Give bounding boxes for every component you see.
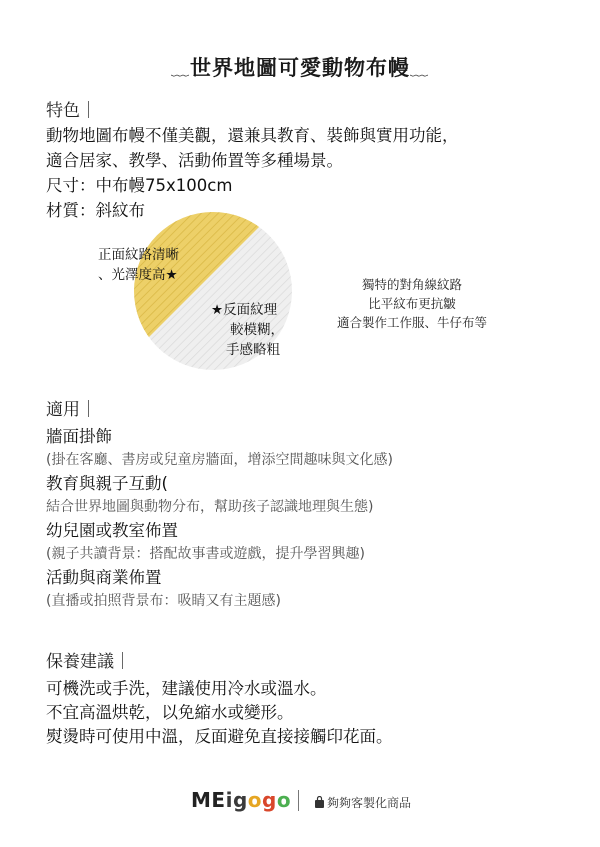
logo-letter-1: M — [191, 788, 212, 812]
care-line-2: 不宜高溫烘乾，以免縮水或變形。 — [46, 703, 294, 722]
usage-item-1-desc: (掛在客廳、書房或兒童房牆面，增添空間趣味與文化感) — [46, 452, 393, 468]
title-left-deco: ﹏ — [171, 59, 190, 80]
logo-letter-2: E — [211, 788, 226, 812]
twill-note-line-1: 獨特的對角線紋路 — [361, 277, 462, 292]
footer-divider — [298, 790, 299, 811]
care-line-3: 熨燙時可使用中溫，反面避免直接接觸印花面。 — [46, 727, 393, 746]
twill-note — [322, 275, 502, 332]
front-caption-line-1: 正面紋路清晰 — [98, 247, 179, 263]
usage-item-1-title: 牆面掛飾 — [46, 427, 112, 446]
usage-heading: 適用｜ — [46, 400, 97, 420]
usage-item-2-title: 教育與親子互動( — [46, 474, 168, 493]
care-heading: 保養建議｜ — [46, 652, 131, 672]
logo-letter-4: g — [232, 788, 248, 812]
back-caption-line-3: 手感略粗 — [226, 342, 280, 358]
footer-brand — [314, 794, 411, 812]
brand-text: 夠夠客製化商品 — [327, 796, 412, 810]
features-line-2: 適合居家、教學、活動佈置等多種場景。 — [46, 151, 343, 170]
logo-letter-5: o — [247, 788, 263, 812]
features-heading: 特色｜ — [46, 101, 97, 121]
logo-letter-3: i — [225, 788, 233, 812]
usage-item-2-desc: 結合世界地圖與動物分布，幫助孩子認識地理與生態) — [46, 499, 374, 515]
logo-letter-6: g — [262, 788, 277, 812]
size-spec: 尺寸：中布幔75x100cm — [46, 176, 233, 195]
usage-item-4-title: 活動與商業佈置 — [46, 568, 162, 587]
features-line-1: 動物地圖布幔不僅美觀，還兼具教育、裝飾與實用功能， — [46, 126, 459, 145]
usage-item-3-title: 幼兒園或教室佈置 — [46, 521, 178, 540]
page-title — [0, 52, 600, 82]
logo-letter-7: o — [276, 788, 292, 812]
back-caption-line-2: 較模糊， — [230, 322, 284, 338]
back-caption-line-1: ★反面紋理 — [211, 302, 278, 318]
twill-note-line-3: 適合製作工作服、牛仔布等 — [336, 315, 487, 330]
care-line-1: 可機洗或手洗，建議使用冷水或溫水。 — [46, 679, 327, 698]
brand-logo — [191, 788, 291, 812]
title-text: 世界地圖可愛動物布幔 — [190, 56, 410, 80]
twill-note-line-2: 比平紋布更抗皺 — [368, 296, 456, 311]
front-caption-line-2: 、光澤度高★ — [98, 267, 178, 283]
usage-item-3-desc: (親子共讀背景：搭配故事書或遊戲，提升學習興趣) — [46, 546, 365, 562]
bag-icon — [314, 796, 325, 812]
title-right-deco: ﹏ — [410, 59, 429, 80]
usage-item-4-desc: (直播或拍照背景布：吸睛又有主題感) — [46, 593, 281, 609]
brand-logo-letters — [191, 788, 291, 812]
material-spec: 材質：斜紋布 — [46, 201, 145, 220]
